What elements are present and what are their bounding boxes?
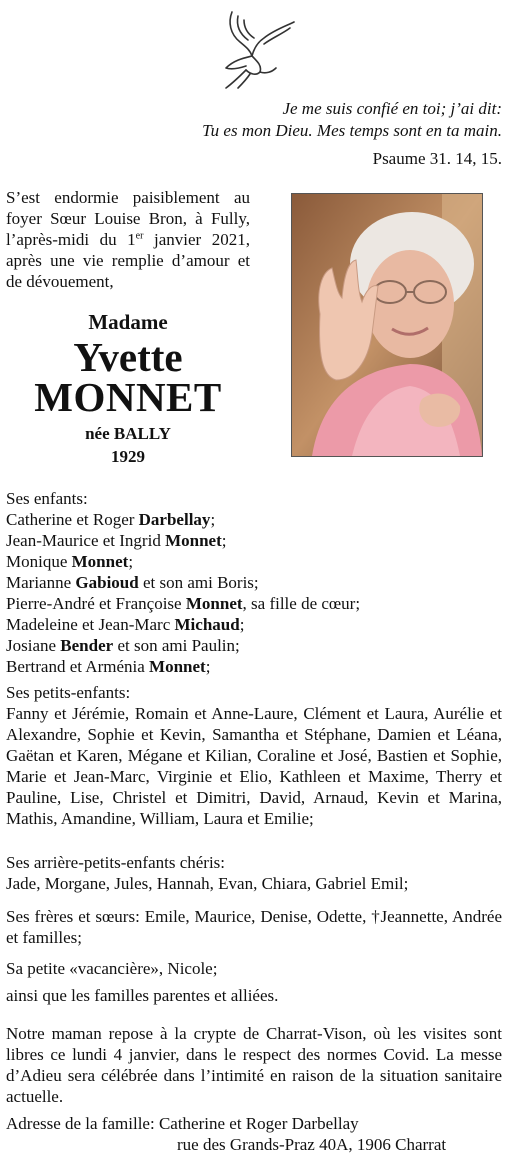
child-surname: Darbellay bbox=[138, 510, 211, 529]
deceased-title: Madame bbox=[88, 310, 168, 334]
grandchildren-list: Fanny et Jérémie, Romain et Anne-Laure, Clément et Laura, Aurélie et Alexandre, Sophie et Kevin, Samantha et Stéphane, Damien et Léana, Gaëtan et Karen, Mégane et Kilian, Coraline et José, Bastien et Sophie, Marie et Jean-Marc, Virginie et Elio, Kathleen et Maxime, Therry et Pauline, Lise, Christel et Dimitri, David, Arnaud, Kevin et Marina, Mathis, Amandine, William, Laura et Emilie; bbox=[6, 704, 502, 828]
child-suffix: et son ami Boris; bbox=[138, 573, 259, 592]
child-entry bbox=[6, 635, 502, 656]
child-names: Josiane bbox=[6, 636, 61, 655]
child-names: Catherine et Roger bbox=[6, 510, 139, 529]
dove-icon bbox=[210, 8, 300, 90]
child-names: Madeleine et Jean-Marc bbox=[6, 615, 175, 634]
child-surname: Monnet bbox=[165, 531, 222, 550]
family-address bbox=[6, 1113, 502, 1134]
child-entry bbox=[6, 551, 502, 572]
child-suffix: ; bbox=[239, 615, 245, 634]
children-section bbox=[6, 488, 502, 677]
funeral-notice: Notre maman repose à la crypte de Charrat-Vison, où les visites sont libres ce lundi 4 janvier, dans le respect des normes Covid. La messe d’Adieu sera célébrée dans l’intimité en raison de la situation sanitaire actuelle. bbox=[6, 1024, 502, 1106]
address-line-2: rue des Grands-Praz 40A, 1906 Charrat bbox=[177, 1135, 447, 1154]
great-grandchildren-section bbox=[6, 852, 502, 894]
child-names: Marianne bbox=[6, 573, 76, 592]
child-surname: Monnet bbox=[185, 594, 243, 613]
intro-text bbox=[6, 187, 250, 292]
portrait-photo bbox=[291, 193, 483, 457]
grandchildren-section bbox=[6, 682, 502, 829]
child-suffix: ; bbox=[128, 552, 134, 571]
vacanciere-line: Sa petite «vacancière», Nicole; bbox=[6, 959, 218, 978]
great-grandchildren-list: Jade, Morgane, Jules, Hannah, Evan, Chiara, Gabriel Emil; bbox=[6, 874, 409, 893]
child-surname: Monnet bbox=[71, 552, 129, 571]
child-names: Pierre-André et Françoise bbox=[6, 594, 186, 613]
intro-text-part-2: janvier 2021, après une vie remplie d’amour et de dévouement, bbox=[6, 230, 250, 291]
child-suffix: ; bbox=[221, 531, 227, 550]
deceased-last-name: MONNET bbox=[34, 374, 222, 420]
child-surname: Michaud bbox=[174, 615, 240, 634]
child-suffix: ; bbox=[210, 510, 216, 529]
epigraph-reference: Psaume 31. 14, 15. bbox=[372, 149, 502, 168]
address-line-1: Catherine et Roger Darbellay bbox=[158, 1114, 359, 1133]
child-entry bbox=[6, 656, 502, 677]
deceased-born-name: née BALLY bbox=[85, 424, 171, 443]
grandchildren-heading: Ses petits-enfants: bbox=[6, 683, 131, 702]
deceased-first-name: Yvette bbox=[73, 334, 183, 380]
intro-text-part-1: S’est endormie paisiblement au foyer Sœur Louise Bron, à Fully, l’après-midi du 1 bbox=[6, 188, 250, 249]
child-entry bbox=[6, 509, 502, 530]
great-grandchildren-heading: Ses arrière-petits-enfants chéris: bbox=[6, 853, 226, 872]
siblings-section: Ses frères et sœurs: Emile, Maurice, Denise, Odette, †Jeannette, Andrée et familles; bbox=[6, 907, 502, 947]
child-suffix: et son ami Paulin; bbox=[113, 636, 240, 655]
child-entry bbox=[6, 530, 502, 551]
child-entry bbox=[6, 614, 502, 635]
children-heading: Ses enfants: bbox=[6, 489, 88, 508]
child-entry bbox=[6, 572, 502, 593]
relatives-line: ainsi que les familles parentes et alliées. bbox=[6, 986, 279, 1005]
child-names: Jean-Maurice et Ingrid bbox=[6, 531, 166, 550]
child-surname: Bender bbox=[60, 636, 114, 655]
child-names: Monique bbox=[6, 552, 72, 571]
child-names: Bertrand et Arménia bbox=[6, 657, 150, 676]
child-suffix: ; bbox=[205, 657, 211, 676]
epigraph-line-1: Je me suis confié en toi; j’ai dit: bbox=[282, 99, 502, 118]
address-label: Adresse de la famille: bbox=[6, 1114, 155, 1133]
intro-superscript: er bbox=[135, 230, 144, 242]
child-surname: Monnet bbox=[149, 657, 206, 676]
epigraph-line-2: Tu es mon Dieu. Mes temps sont en ta main. bbox=[202, 121, 502, 140]
deceased-birth-year: 1929 bbox=[111, 447, 145, 466]
child-entry bbox=[6, 593, 502, 614]
child-surname: Gabioud bbox=[75, 573, 139, 592]
child-suffix: , sa fille de cœur; bbox=[242, 594, 361, 613]
